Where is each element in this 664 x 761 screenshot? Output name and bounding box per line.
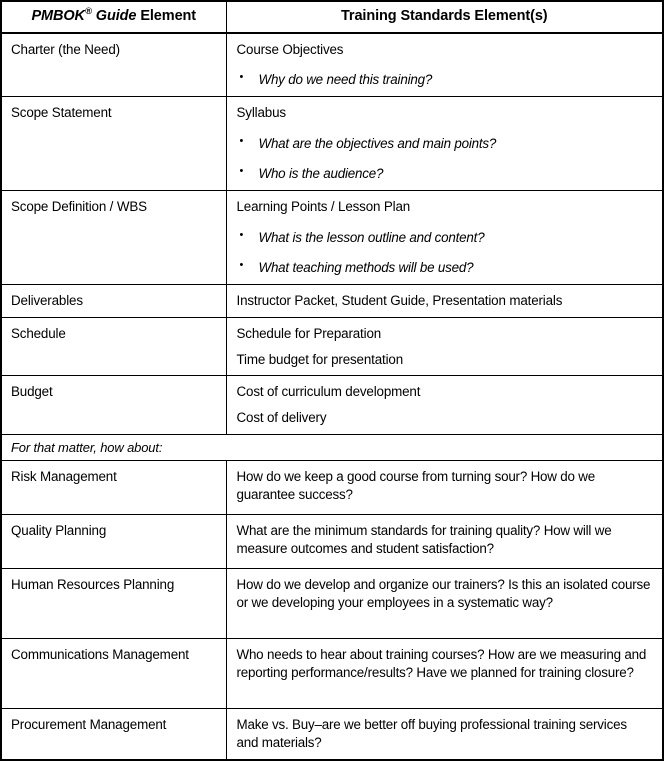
standards-cell-communications-management [226,638,663,708]
table-row-scope-statement [1,97,663,191]
standards-bullets-scope-statement [237,135,653,183]
standards-lead-scope-statement: Syllabus [236,105,286,121]
table-row-charter [1,33,663,97]
standards-text-quality-planning: What are the minimum standards for training quality? How will we measure outcomes and student satisfaction? [236,522,612,556]
standards-lead-schedule: Schedule for Preparation [236,325,382,341]
table-body [1,33,663,760]
list-item: • Why do we need this training? [237,71,653,89]
standards-text-human-resources-planning: How do we develop and organize our trainers? Is this an isolated course or we developing your employees in a systematic way? [236,576,651,610]
registered-trademark-icon: ® [84,6,92,18]
column-header-training-standards: Training Standards Element(s) [226,1,663,33]
table-row-quality-planning [1,514,663,568]
element-cell-scope-statement: Scope Statement [1,97,226,191]
standards-text-communications-management: Who needs to hear about training courses? How are we measuring and reporting performance/results? Have we planned for training closure? [236,646,647,680]
element-cell-scope-definition-wbs: Scope Definition / WBS [1,191,226,285]
standards-secondline-schedule: Time budget for presentation [236,351,404,367]
header-element-label: Element [140,8,197,24]
standards-text-procurement-management: Make vs. Buy–are we better off buying professional training services and materials? [236,716,627,750]
table-header [1,1,663,33]
list-item: • Who is the audience? [237,165,653,183]
standards-lead-budget: Cost of curriculum development [236,384,421,400]
element-cell-communications-management: Communications Management [1,638,226,708]
standards-cell-procurement-management [226,708,663,759]
table-row-communications-management [1,638,663,708]
standards-lead-charter: Course Objectives [236,41,344,57]
standards-cell-human-resources-planning [226,568,663,638]
standards-cell-risk-management [226,460,663,514]
element-cell-procurement-management: Procurement Management [1,708,226,759]
table-row-procurement-management [1,708,663,759]
element-cell-budget: Budget [1,376,226,434]
header-pmbok-label: PMBOK [31,8,85,24]
standards-secondline-budget: Cost of delivery [236,409,327,425]
column-header-pmbok-element [1,1,226,33]
standards-lead-scope-definition-wbs: Learning Points / Lesson Plan [236,199,411,215]
table-row-deliverables [1,285,663,318]
header-row [1,1,663,33]
table-row-human-resources-planning [1,568,663,638]
table-row-schedule [1,317,663,375]
table-row-budget [1,376,663,434]
list-item: • What are the objectives and main points? [237,135,653,153]
table-row-section-note [1,434,663,460]
standards-cell-schedule [226,317,663,375]
standards-bullets-charter [237,71,653,89]
list-item: • What is the lesson outline and content? [237,229,653,247]
section-note-text: For that matter, how about: [1,434,663,460]
table-row-scope-definition-wbs [1,191,663,285]
standards-cell-quality-planning [226,514,663,568]
standards-lead-deliverables: Instructor Packet, Student Guide, Presentation materials [236,293,563,309]
table-row-risk-management [1,460,663,514]
element-cell-human-resources-planning: Human Resources Planning [1,568,226,638]
element-cell-schedule: Schedule [1,317,226,375]
header-guide-label: Guide [95,8,137,24]
element-cell-charter: Charter (the Need) [1,33,226,97]
standards-cell-scope-definition-wbs [226,191,663,285]
standards-cell-budget [226,376,663,434]
standards-cell-scope-statement [226,97,663,191]
standards-cell-deliverables [226,285,663,318]
element-cell-deliverables: Deliverables [1,285,226,318]
standards-cell-charter [226,33,663,97]
standards-bullets-scope-definition-wbs [237,229,653,277]
element-cell-risk-management: Risk Management [1,460,226,514]
standards-text-risk-management: How do we keep a good course from turning sour? How do we guarantee success? [236,468,596,502]
list-item: • What teaching methods will be used? [237,259,653,277]
element-cell-quality-planning: Quality Planning [1,514,226,568]
